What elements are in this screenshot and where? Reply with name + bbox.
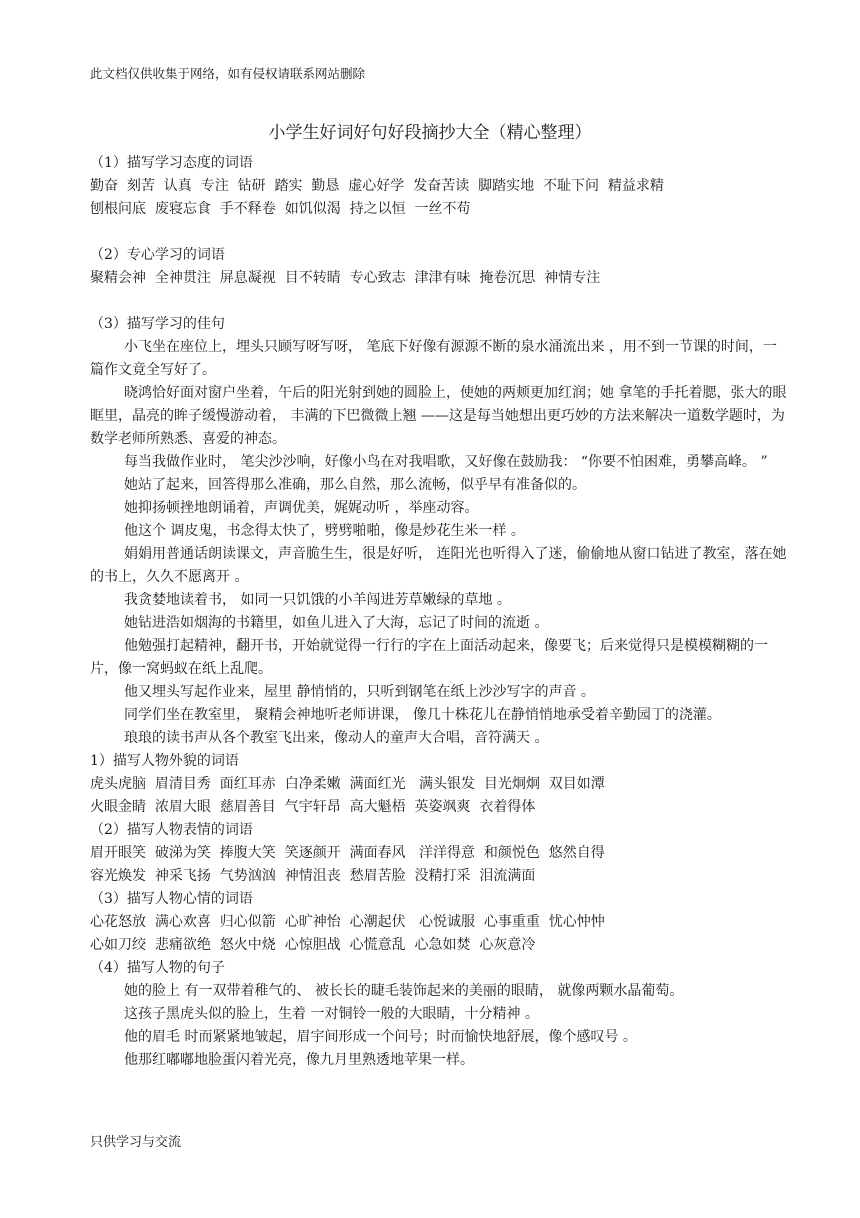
section-heading-mood-words: （3）描写人物心情的词语 <box>90 891 253 907</box>
word-list-line: 勤奋 刻苦 认真 专注 钻研 踏实 勤恳 虚心好学 发奋苦读 脚踏实地 不耻下问 精益求精 <box>90 178 664 194</box>
sentence-paragraph: 他那红嘟嘟地脸蛋闪着光亮，像九月里熟透地苹果一样。 <box>124 1052 474 1068</box>
blank-line <box>90 221 790 244</box>
word-list-line: 心如刀绞 悲痛欲绝 怒火中烧 心惊胆战 心慌意乱 心急如焚 心灰意冷 <box>90 937 536 953</box>
sentence-paragraph: 她站了起来，回答得那么准确，那么自然，那么流畅，似乎早有准备似的。 <box>124 477 586 493</box>
word-list-line: 刨根问底 废寝忘食 手不释卷 如饥似渴 持之以恒 一丝不苟 <box>90 201 471 217</box>
sentence-paragraph: 娟娟用普通话朗读课文，声音脆生生，很是好听， 连阳光也听得入了迷，偷偷地从窗口钻进了教室，落在她的书上，久久不愿离开 。 <box>90 546 787 585</box>
section-heading-study-sentences: （3）描写学习的佳句 <box>90 316 225 332</box>
sentence-paragraph: 他的眉毛 时而紧紧地皱起，眉宇间形成一个问号；时而愉快地舒展，像个感叹号 。 <box>124 1029 637 1045</box>
sentence-paragraph: 他这个 调皮鬼，书念得太快了，劈劈啪啪，像是炒花生米一样 。 <box>124 523 525 539</box>
sentence-paragraph: 她钻进浩如烟海的书籍里，如鱼儿进入了大海，忘记了时间的流逝 。 <box>124 615 549 631</box>
word-list-line: 火眼金睛 浓眉大眼 慈眉善目 气宇轩昂 高大魁梧 英姿飒爽 衣着得体 <box>90 799 536 815</box>
section-heading-focused-study-words: （2）专心学习的词语 <box>90 247 225 263</box>
word-list-line: 虎头虎脑 眉清目秀 面红耳赤 白净柔嫩 满面红光 满头银发 目光炯炯 双目如潭 <box>90 776 605 792</box>
sentence-paragraph: 他勉强打起精神，翻开书，开始就觉得一行行的字在上面活动起来，像要飞；后来觉得只是模模糊糊的一片，像一窝蚂蚁在纸上乱爬。 <box>90 638 768 677</box>
sentence-paragraph: 同学们坐在教室里， 聚精会神地听老师讲课， 像几十株花儿在静悄悄地承受着辛勤园丁的浇灌。 <box>124 707 721 723</box>
word-list-line: 眉开眼笑 破涕为笑 捧腹大笑 笑逐颜开 满面春风 洋洋得意 和颜悦色 悠然自得 <box>90 845 605 861</box>
sentence-paragraph: 我贪婪地读着书， 如同一只饥饿的小羊闯进芳草嫩绿的草地 。 <box>124 592 511 608</box>
section-heading-study-attitude-words: （1）描写学习态度的词语 <box>90 155 253 171</box>
sentence-paragraph: 晓鸿恰好面对窗户坐着，午后的阳光射到她的圆脸上，使她的两颊更加红润；她 拿笔的手托着腮，张大的眼眶里，晶亮的眸子缓慢游动着， 丰满的下巴微微上翘 ——这是每当她想出更巧妙的方法来解决一道数学题时，为数学老师所熟悉、喜爱的神态。 <box>90 385 787 447</box>
sentence-paragraph: 她抑扬顿挫地朗诵着，声调优美，娓娓动听 ，举座动容。 <box>124 500 479 516</box>
word-list-line: 聚精会神 全神贯注 屏息凝视 目不转睛 专心致志 津津有味 掩卷沉思 神情专注 <box>90 270 601 286</box>
word-list-line: 心花怒放 满心欢喜 归心似箭 心旷神怡 心潮起伏 心悦诚服 心事重重 忧心忡忡 <box>90 914 605 930</box>
sentence-paragraph: 小飞坐在座位上，埋头只顾写呀写呀， 笔底下好像有源源不断的泉水涌流出来 ，用不到一节课的时间，一篇作文竟全写好了。 <box>90 339 777 378</box>
section-heading-expression-words: （2）描写人物表情的词语 <box>90 822 253 838</box>
sentence-paragraph: 每当我做作业时， 笔尖沙沙响，好像小鸟在对我唱歌，又好像在鼓励我： “你要不怕困难，勇攀高峰。 ” <box>124 454 768 470</box>
section-heading-character-sentences: （4）描写人物的句子 <box>90 960 225 976</box>
footer-note: 只供学习与交流 <box>90 1135 182 1150</box>
word-list-line: 容光焕发 神采飞扬 气势汹汹 神情沮丧 愁眉苦脸 没精打采 泪流满面 <box>90 868 536 884</box>
blank-line <box>90 290 790 313</box>
sentence-paragraph: 他又埋头写起作业来，屋里 静悄悄的，只听到钢笔在纸上沙沙写字的声音 。 <box>124 684 595 700</box>
sentence-paragraph: 琅琅的读书声从各个教室飞出来，像动人的童声大合唱，音符满天 。 <box>124 730 549 746</box>
sentence-paragraph: 这孩子黑虎头似的脸上，生着 一对铜铃一般的大眼睛，十分精神 。 <box>124 1006 539 1022</box>
header-note: 此文档仅供收集于网络，如有侵权请联系网站删除 <box>90 66 366 81</box>
section-heading-appearance-words: 1）描写人物外貌的词语 <box>90 753 239 769</box>
document-body <box>90 152 790 1072</box>
sentence-paragraph: 她的脸上 有一双带着稚气的、 被长长的睫毛装饰起来的美丽的眼睛， 就像两颗水晶葡萄。 <box>124 983 684 999</box>
document-title: 小学生好词好句好段摘抄大全（精心整理） <box>268 123 592 143</box>
